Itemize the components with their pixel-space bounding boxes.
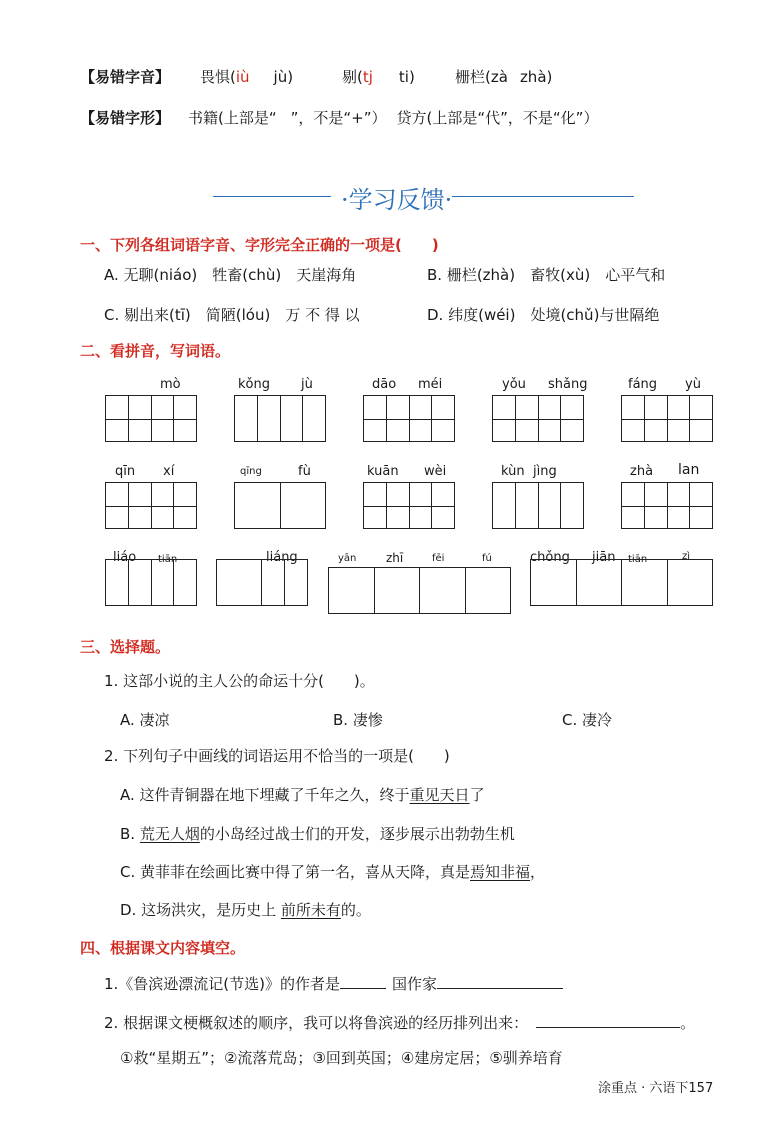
- answer-blank[interactable]: [536, 1013, 680, 1028]
- underlined-word: 焉知非福: [470, 863, 531, 881]
- pinyin: jù: [301, 377, 313, 392]
- char-grid[interactable]: [328, 567, 511, 614]
- pinyin: yù: [685, 377, 701, 392]
- char-grid[interactable]: [234, 482, 326, 529]
- q3-s2-option-a[interactable]: A. 这件青铜器在地下埋藏了千年之久，终于重见天日了: [120, 786, 485, 804]
- pinyin: yǒu: [502, 377, 526, 392]
- char-grid[interactable]: [492, 482, 584, 529]
- pinyin: fú: [482, 553, 492, 564]
- pron-word-2: 剔(tj ti): [342, 68, 415, 86]
- pinyin: tiān: [158, 554, 178, 565]
- pinyin: jìng: [533, 464, 557, 479]
- pinyin: kùn: [501, 464, 525, 479]
- q4-s2: 2. 根据课文梗概叙述的顺序，我可以将鲁滨逊的经历排列出来： 。: [104, 1014, 696, 1032]
- banner-title: ·学习反馈·: [341, 186, 453, 214]
- pinyin: kuān: [367, 464, 399, 479]
- pinyin: lan: [678, 462, 700, 478]
- char-grid[interactable]: [621, 482, 713, 529]
- q1-option-d: D. 纬度(wéi) 处境(chǔ)与世隔绝: [427, 306, 660, 324]
- pron-word-3: 栅栏(zà zhà): [455, 68, 553, 86]
- pinyin: wèi: [424, 464, 447, 479]
- answer-blank[interactable]: [340, 974, 386, 989]
- pinyin: zhà: [630, 464, 654, 479]
- q4-heading: 四、根据课文内容填空。: [80, 939, 246, 957]
- char-grid[interactable]: [105, 395, 197, 442]
- q3-s1-option-b[interactable]: B. 凄惨: [333, 711, 383, 729]
- q1-option-b: B. 栅栏(zhà) 畜牧(xù) 心平气和: [427, 266, 666, 284]
- pinyin: shǎng: [548, 377, 588, 392]
- q3-s1-option-a[interactable]: A. 凄凉: [120, 711, 170, 729]
- q3-s2-option-c[interactable]: C. 黄菲菲在绘画比赛中得了第一名，喜从天降，真是焉知非福，: [120, 863, 546, 881]
- pinyin: chǒng: [530, 550, 570, 565]
- pinyin: zhī: [386, 551, 404, 565]
- pinyin: méi: [418, 377, 443, 392]
- q3-s2-option-b[interactable]: B. 荒无人烟的小岛经过战士们的开发，逐步展示出勃勃生机: [120, 825, 515, 843]
- char-grid[interactable]: [621, 395, 713, 442]
- q3-s1: 1. 这部小说的主人公的命运十分( )。: [104, 672, 375, 690]
- q2-heading: 二、看拼音，写词语。: [80, 342, 231, 360]
- pinyin: fáng: [628, 377, 658, 392]
- pron-row: [80, 66, 170, 87]
- pinyin: kǒng: [238, 377, 270, 392]
- pinyin: fēi: [432, 553, 445, 564]
- underlined-word: 荒无人烟: [139, 825, 200, 843]
- q3-s2-option-d[interactable]: D. 这场洪灾，是历史上 前所未有的。: [120, 901, 371, 919]
- q1-heading: 一、下列各组词语字音、字形完全正确的一项是( ): [80, 236, 439, 254]
- q4-s1: 1.《鲁滨逊漂流记(节选)》的作者是 国作家: [104, 973, 563, 994]
- char-grid[interactable]: [492, 395, 584, 442]
- form-text: 书籍(上部是“ ”，不是“+”） 贷方(上部是“代”，不是“化”）: [188, 109, 599, 127]
- char-grid[interactable]: [105, 559, 197, 606]
- pinyin: mò: [160, 377, 181, 392]
- form-row: [80, 107, 170, 128]
- pinyin: tiān: [628, 554, 648, 565]
- pinyin: jiān: [592, 550, 616, 565]
- q3-s2: 2. 下列句子中画线的词语运用不恰当的一项是( ): [104, 747, 450, 765]
- q3-s1-option-c[interactable]: C. 凄冷: [562, 711, 613, 729]
- char-grid[interactable]: [234, 395, 326, 442]
- banner-line-right: [452, 196, 634, 197]
- pinyin: yān: [338, 553, 357, 564]
- q3-heading: 三、选择题。: [80, 638, 171, 656]
- answer-blank[interactable]: [437, 974, 563, 989]
- underlined-word: 前所未有: [280, 901, 341, 919]
- q1-option-a: A. 无聊(niáo) 牲畜(chù) 天崖海角: [104, 266, 357, 284]
- q4-items: ①救“星期五”；②流落荒岛；③回到英国；④建房定居；⑤驯养培育: [120, 1049, 563, 1067]
- pinyin: qīng: [240, 466, 262, 477]
- char-grid[interactable]: [216, 559, 308, 606]
- pron-word-1: 畏惧(iù jù): [200, 68, 294, 86]
- q1-option-c: C. 剔出来(tī) 简陋(lóu) 万 不 得 以: [104, 306, 360, 324]
- pinyin: zì: [682, 551, 691, 562]
- char-grid[interactable]: [363, 482, 455, 529]
- underlined-word: 重见天日: [409, 786, 470, 804]
- form-label: 【易错字形】: [80, 109, 171, 127]
- char-grid[interactable]: [530, 559, 713, 606]
- char-grid[interactable]: [105, 482, 197, 529]
- pinyin: liáo: [113, 550, 137, 565]
- pinyin: liáng: [266, 550, 298, 565]
- pinyin: qīn: [115, 464, 136, 479]
- banner-line-left: [213, 196, 331, 197]
- pinyin: fù: [298, 464, 311, 479]
- page-footer: 涂重点 · 六语下157: [598, 1081, 714, 1096]
- pinyin: dāo: [372, 377, 397, 392]
- pinyin: xí: [163, 464, 175, 479]
- pron-label: 【易错字音】: [80, 68, 171, 86]
- char-grid[interactable]: [363, 395, 455, 442]
